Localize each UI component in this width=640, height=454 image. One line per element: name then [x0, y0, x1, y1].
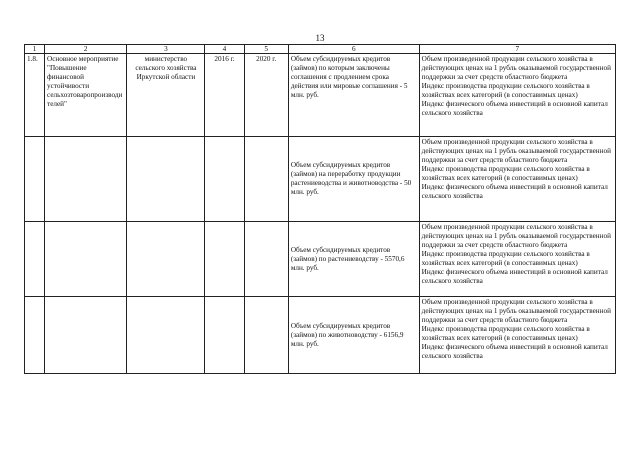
table-row: [25, 54, 616, 137]
result-text: Объем произведенной продукции сельского хозяйства в действующих ценах на 1 рубль оказываемой государственной поддержки за счет средств областного бюджета Индекс производства продукции сельского хозяйства в хозяйствах всех категорий (в сопоставимых ценах) Индекс физического объема инвестиций в основной капитал сельского хозяйства: [419, 222, 615, 297]
header-row: [25, 45, 616, 54]
header-cell-4: 4: [205, 45, 244, 54]
start-year: [205, 297, 244, 374]
header-cell-2: 2: [45, 45, 127, 54]
row-number: [25, 297, 45, 374]
end-year: [244, 297, 288, 374]
indicator-text: Объем субсидируемых кредитов (займов) по животноводству - 6156,9 млн. руб.: [288, 297, 419, 374]
indicator-text: Объем субсидируемых кредитов (займов) по растениеводству - 5570,6 млн. руб.: [288, 222, 419, 297]
page-number: 13: [315, 33, 325, 43]
indicator-text: Объем субсидируемых кредитов (займов) на переработку продукции растениеводства и животноводства - 50 млн. руб.: [288, 137, 419, 222]
table-row: [25, 137, 616, 222]
measure-name: Основное мероприятие "Повышение финансовой устойчивости сельхозтоваропроизводи телей": [45, 54, 127, 137]
end-year: [244, 222, 288, 297]
end-year: [244, 137, 288, 222]
start-year: [205, 137, 244, 222]
measure-name: [45, 297, 127, 374]
result-text: Объем произведенной продукции сельского хозяйства в действующих ценах на 1 рубль оказываемой государственной поддержки за счет средств областного бюджета Индекс производства продукции сельского хозяйства в хозяйствах всех категорий (в сопоставимых ценах) Индекс физического объема инвестиций в основной капитал сельского хозяйства: [419, 54, 615, 137]
executor: [127, 297, 205, 374]
start-year: [205, 222, 244, 297]
end-year: 2020 г.: [244, 54, 288, 137]
row-number: [25, 222, 45, 297]
program-table: [24, 44, 616, 374]
result-text: Объем произведенной продукции сельского хозяйства в действующих ценах на 1 рубль оказываемой государственной поддержки за счет средств областного бюджета Индекс производства продукции сельского хозяйства в хозяйствах всех категорий (в сопоставимых ценах) Индекс физического объема инвестиций в основной капитал сельского хозяйства: [419, 137, 615, 222]
header-cell-5: 5: [244, 45, 288, 54]
measure-name: [45, 137, 127, 222]
indicator-text: Объем субсидируемых кредитов (займов) по которым заключены соглашения с продлением срока действия или мировые соглашения - 5 млн. руб.: [288, 54, 419, 137]
row-number: [25, 137, 45, 222]
table-row: [25, 222, 616, 297]
result-text: Объем произведенной продукции сельского хозяйства в действующих ценах на 1 рубль оказываемой государственной поддержки за счет средств областного бюджета Индекс производства продукции сельского хозяйства в хозяйствах всех категорий (в сопоставимых ценах) Индекс физического объема инвестиций в основной капитал сельского хозяйства: [419, 297, 615, 374]
executor: министерство сельского хозяйства Иркутской области: [127, 54, 205, 137]
start-year: 2016 г.: [205, 54, 244, 137]
table-row: [25, 297, 616, 374]
measure-name: [45, 222, 127, 297]
executor: [127, 222, 205, 297]
row-number: 1.8.: [25, 54, 45, 137]
header-cell-1: 1: [25, 45, 45, 54]
header-cell-6: 6: [288, 45, 419, 54]
executor: [127, 137, 205, 222]
header-cell-3: 3: [127, 45, 205, 54]
header-cell-7: 7: [419, 45, 615, 54]
